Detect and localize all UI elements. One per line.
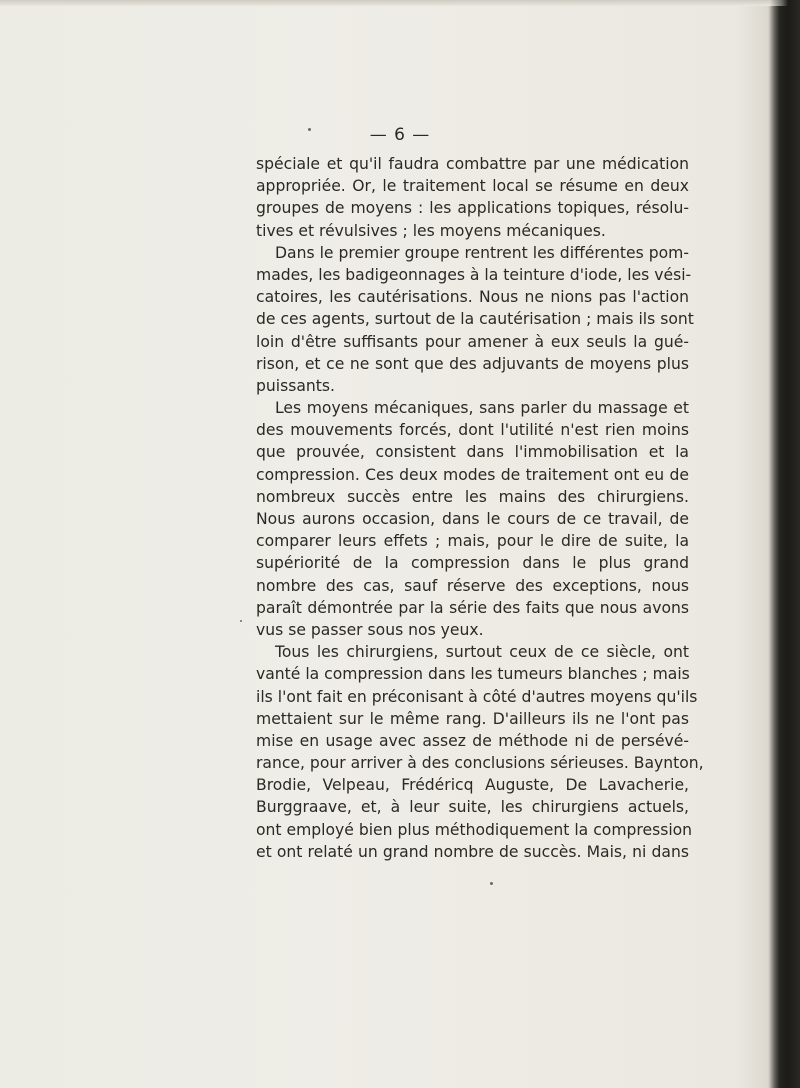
text-line: nombreux succès entre les mains des chirurgiens. xyxy=(256,487,689,506)
text-line: groupes de moyens : les applications topiques, résolu- xyxy=(256,199,689,218)
text-line: Les moyens mécaniques, sans parler du massage et xyxy=(275,399,689,418)
text-line: Burggraave, et, à leur suite, les chirurgiens actuels, xyxy=(256,798,689,817)
page-top-edge xyxy=(0,0,800,6)
paper-speck xyxy=(240,620,242,622)
text-line: catoires, les cautérisations. Nous ne nions pas l'action xyxy=(256,288,689,307)
text-line: des mouvements forcés, dont l'utilité n'est rien moins xyxy=(256,421,689,440)
text-line: loin d'être suffisants pour amener à eux seuls la gué- xyxy=(256,332,689,351)
paper-speck xyxy=(308,128,311,131)
text-line: Tous les chirurgiens, surtout ceux de ce siècle, ont xyxy=(275,643,689,662)
text-line: tives et révulsives ; les moyens mécaniques. xyxy=(256,221,606,240)
text-line: paraît démontrée par la série des faits que nous avons xyxy=(256,598,689,617)
text-line: compression. Ces deux modes de traitement ont eu de xyxy=(256,465,689,484)
text-line: vus se passer sous nos yeux. xyxy=(256,620,484,639)
text-line: comparer leurs effets ; mais, pour le dire de suite, la xyxy=(256,532,689,551)
text-line: ont employé bien plus méthodiquement la compression xyxy=(256,820,693,839)
text-line: supériorité de la compression dans le plus grand xyxy=(256,554,689,573)
text-line: et ont relaté un grand nombre de succès. Mais, ni dans xyxy=(256,842,689,861)
body-text xyxy=(256,153,704,863)
text-line: mise en usage avec assez de méthode ni de persévé- xyxy=(256,731,689,750)
text-line: rance, pour arriver à des conclusions sérieuses. Baynton, xyxy=(256,754,704,773)
page-number: — 6 — xyxy=(369,125,431,145)
text-line: ils l'ont fait en préconisant à côté d'autres moyens qu'ils xyxy=(256,687,698,706)
text-line: rison, et ce ne sont que des adjuvants de moyens plus xyxy=(256,354,689,373)
text-line: Dans le premier groupe rentrent les différentes pom- xyxy=(275,243,689,262)
text-line: Nous aurons occasion, dans le cours de ce travail, de xyxy=(256,510,689,528)
text-line: appropriée. Or, le traitement local se résume en deux xyxy=(256,177,689,196)
text-line: spéciale et qu'il faudra combattre par une médication xyxy=(256,155,689,173)
text-line: mades, les badigeonnages à la teinture d'iode, les vési- xyxy=(256,265,692,284)
binding-shadow xyxy=(770,0,800,1088)
text-line: nombre des cas, sauf réserve des exceptions, nous xyxy=(256,576,689,595)
text-line: de ces agents, surtout de la cautérisation ; mais ils sont xyxy=(256,310,694,329)
text-line: Brodie, Velpeau, Frédéricq Auguste, De Lavacherie, xyxy=(256,776,689,795)
text-line: mettaient sur le même rang. D'ailleurs ils ne l'ont pas xyxy=(256,709,689,728)
text-line: puissants. xyxy=(256,376,335,395)
text-line: vanté la compression dans les tumeurs blanches ; mais xyxy=(256,665,690,684)
text-line: que prouvée, consistent dans l'immobilisation et la xyxy=(256,443,689,462)
paper-speck xyxy=(490,882,493,885)
